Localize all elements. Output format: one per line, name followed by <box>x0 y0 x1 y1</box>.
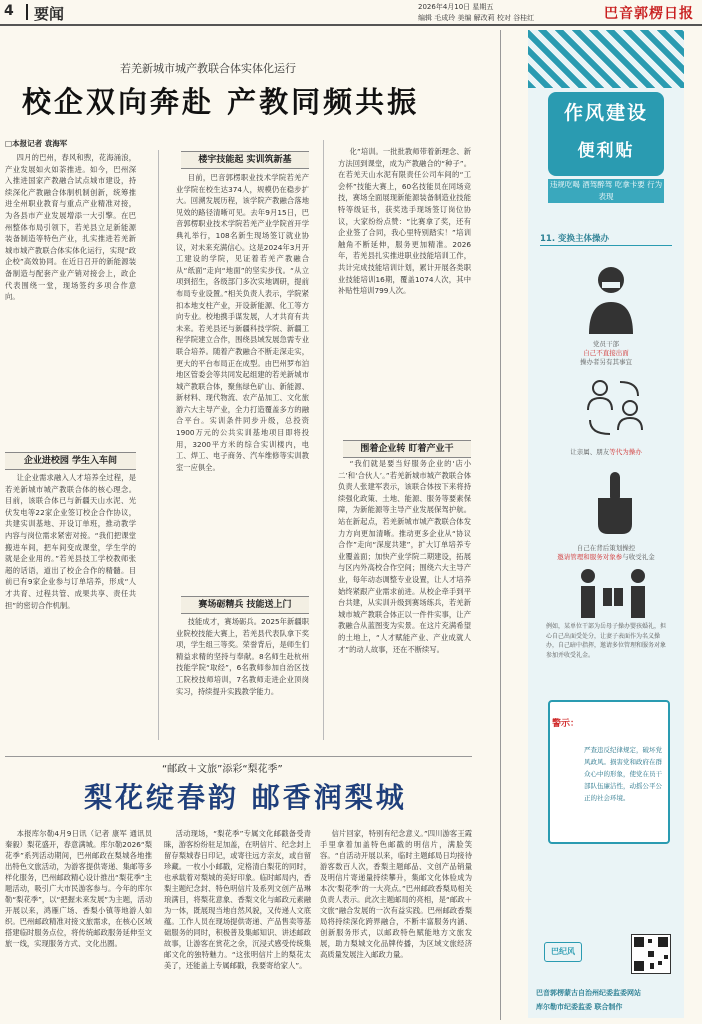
lead-column-2b: 技能成才，赛场砺兵。2025年新疆职业院校技能大赛上，若羌县代表队拿下奖项，学生组三等奖。荣誉背后，是师生们精益求精的坚持与奉献。8名师生赴杭州技能学院“取经”，6名教师参加自治区技工院校技师培训，7名教师走进企业顶岗实习，持续提升实践教学能力。 <box>176 617 309 696</box>
lead-byline: □本报记者 袁海军 <box>5 139 68 148</box>
story-divider <box>5 756 472 757</box>
sidebar-subtitle: 便利贴 <box>577 141 635 161</box>
qr-code-icon <box>631 934 671 974</box>
second-column-1: 本报库尔勒4月9日讯（记者 康军 通讯员 秦毅）梨花盛开，春意满城。库尔勒2026“梨花季”系列活动期间，巴州邮政在梨城各地推出特色文旅活动，为游客提供寄递、集邮等多样化服务，巴州邮政精心设计推出“梨花季”主题活动，吸引广大市民游客参与。今年的库尔勒“梨花季”，以“把握未来发展”为主题，活动开展以来，鸿雁广场、香梨小镇等地游人如织。巴州邮政精准对接文旅需求，在核心区域搭建临时服务点位，将传统邮政服务延伸至文旅一线，实现服务方式、文化出圈。 <box>5 829 152 948</box>
lead-kicker: 若羌新城市城产教联合体实体化运行 <box>120 62 296 75</box>
lead-column-3a: 化”培训。一批批教师带着新理念、新方法回到课堂，成为产教融合的“种子”。在若羌天山水泥有限责任公司车间的“工会杯”技能大赛上，60名技能员在同场竞技，赛场全面展现新能源装备制造业技能特等级证书，获奖选手现场签订岗位协议，大家纷纷点赞：“比赛拿了奖，还有企业签了合同，我心里特别踏实！”培训触角不断延伸，服务更加精准。2026年，若羌县扎实推进职业技能培训工作，共计完成技能培训计划，累计开展各类职业技能培训16期，覆盖1074人次，其中补贴性培训799人次。 <box>338 147 471 296</box>
official-person-icon <box>586 262 636 336</box>
sidebar-divider <box>500 30 501 1020</box>
lead-headline: 校企双向奔赴 产教同频共振 <box>22 85 420 119</box>
column-rule <box>323 140 324 740</box>
caption-1: 党员干部 自己不直接出面 操办者另有其事宜 <box>580 340 632 366</box>
second-column-3: 信片回家，特别有纪念意义。”四川游客王霞手里拿着加盖特色邮戳的明信片，满脸笑容。“自活动开展以来，临时主题邮局日均接待游客数百人次，香梨主题邮品、文创产品销量及明信片寄递量持续攀升，集邮文化体验成为本次‘梨花季’的一大亮点。”巴州邮政香梨局相关负责人表示。此次主题邮局的亮相，是“邮政＋文旅”融合发展的一次有益实践。巴州邮政香梨局将持续深化跨界融合，不断丰富服务内涵、创新服务形式，以邮政特色赋能地方文旅发展，助力梨城文化品牌传播，为区域文旅经济高质量发展注入邮政力量。 <box>320 829 472 959</box>
sidebar-stripe <box>528 30 684 88</box>
editors-line: 编辑 毛成玲 美编 解改莉 校对 谷桂红 <box>418 14 535 22</box>
section-name: 要闻 <box>34 5 65 23</box>
sidebar-item-title: 11. 变换主体操办 <box>540 234 610 244</box>
caption-2: 让亲属、朋友等代为操办 <box>570 448 642 456</box>
header-rule <box>0 24 702 26</box>
sidebar-item-rule <box>540 245 672 246</box>
column-rule <box>158 150 159 740</box>
second-column-2: 活动现场，“梨花季”专属文化邮戳备受青睐，游客纷纷驻足加盖，在明信片、纪念封上留存梨城春日印记，或寄往远方亲友，或自留珍藏。一枚小小邮戳，定格清白梨花的同时，也承载着对梨城的美好印象。临时邮局内，香梨主题纪念封、特色明信片及系列文创产品琳琅满目，将梨花意象、香梨文化与邮政元素融为一体，既展现当地自然风貌，又传递人文底蕴。工作人员在现场提供寄递、产品售卖等基础服务的同时，积极普及集邮知识、讲述邮政故事，让游客在赏花之余，沉浸式感受传统集邮文化的独特魅力。“这张明信片上的梨花太美了，还能盖上专属邮戳，我要寄给家人”。 <box>164 829 311 970</box>
lead-subhead-4: 围着企业转 盯着产业干 <box>343 440 471 458</box>
second-kicker: “邮政＋文旅”添彩“梨花季” <box>162 764 283 775</box>
header-divider <box>26 4 28 20</box>
newspaper-masthead: 巴音郭楞日报 <box>604 6 694 22</box>
page-number: 4 <box>4 3 14 19</box>
relatives-cycle-icon <box>580 372 650 442</box>
warning-label: 警示： <box>552 719 580 729</box>
sidebar-title: 作风建设 <box>563 102 648 124</box>
warning-text: 严查违反纪律规定，破坏党风政风。损害党和政府在群众心中的形象，使党在员干部队伍廉洁性，动摇公平公正的社会环境。 <box>584 746 662 802</box>
lead-subhead-2: 楼宇技能起 实训筑新基 <box>181 151 309 169</box>
bajifeng-logo: 巴纪风 <box>544 942 582 962</box>
gift-giving-icon <box>578 566 648 620</box>
lead-column-1a: 四月的巴州，春风和煦，花海涌浪，产业发展如火如荼推进。如今，巴州深入推进国家产教融合试点城市建设，持续深化产教融合体制机制创新，统筹推进全州职业教育与重点产业精准对接，为各县市产业发展增添一大引擎。在巴州整体布局引领下，若羌县立足新能源装备制造等特色产业，扎实推进若羌新城市城产教联合体实体化运行，实现“政企校”高效协同。在近日召开的新能源装备制造与配套产业产销对接会上，政企代表围绕一堂，现场签约多项合作意向。 <box>5 153 136 302</box>
sidebar-footer-1: 巴音郭楞蒙古自治州纪委监委网站 <box>536 989 641 997</box>
lead-column-1b: 让企业需求融入人才培养全过程，是若羌新城市城产教联合体的核心理念。目前，该联合体已与新疆天山水泥、光伏发电等22家企业签订校企合作协议，共建实训基地、开设订单班，推动教学内容与岗位需求紧密对接。“我们把课堂搬进车间，把车间变成课堂，学生学的就是企业用的。”若羌县技工学校教师张超的话语，道出了校企合作的精髓。目前已有9家企业参与订单培养，形成“人才共育、过程共管、成果共享、责任共担”的密切合作机制。 <box>5 473 136 610</box>
example-text: 例如，某单位干部为岳母子操办婴孩婚礼，担心自己出面受处分，让妻子表面作为名义操办，自己暗中指挥，邀请多位管理和服务对象参加并收受礼金。 <box>546 623 667 659</box>
lead-column-2a: 目前，巴音郭楞职业技术学院若羌产业学院在校生达374人，规模仍在稳步扩大。回溯发展历程，该学院产教融合落地见效的路径清晰可见。去年9月15日，巴音郭楞职业技术学院若羌产业学院首开学典礼举行，108名新生现场签订就业协议，对未来充满信心。这是2024年3月开工建设的学院，见证着若羌产教融合从“纸面”走向“地面”的坚实步伐。“从立项到招生，各级部门多次实地调研，提前布局专业设置。”相关负责人表示，学院紧扣本地支柱产业，开设新能源、化工等方向专业。校地携手谋发展，人才共育有共未来。若羌县还与新疆科技学院、新疆工程学院建立合作，围绕县域发展急需专业联合培养。随着产教融合不断走深走实，更大的平台布局正在成型。由巴州罗布泊地区管委会等共同发起组建的若羌新城市城产教联合体，聚焦绿色矿山、新能源、新材料、现代物流、农产品加工、文化旅游六大主导产业，全力打造覆盖多方的融合平台。实训条件同步升级，总投资1900万元的公共实训基地项目即将投用，3200平方米的综合实训楼内，电工、焊工、电子商务、汽车维修等实训教室一应俱全。 <box>176 173 309 472</box>
caption-3: 自己在背后策划操控 邀请管理和服务对象参与收受礼金 <box>557 544 655 561</box>
lead-subhead-3: 赛场砺精兵 技能送上门 <box>181 596 309 614</box>
issue-date: 2026年4月10日 星期五 <box>418 3 494 11</box>
second-headline: 梨花绽春韵 邮香润梨城 <box>84 781 407 814</box>
pointing-hand-icon <box>584 468 644 540</box>
sidebar-ribbon: 违规吃喝 酒驾醉驾 吃拿卡要 行为表现 <box>549 180 663 201</box>
lead-subhead-1: 企业进校园 学生入车间 <box>5 452 136 470</box>
sidebar-footer-2: 库尔勒市纪委监委 联合制作 <box>536 1003 623 1011</box>
lead-column-3b: “我们就是要当好服务企业的‘店小二’和‘合伙人’。”若羌新城市城产教联合体负责人张建军表示，该联合体按下来将持续强化政策、土地、能源、服务等要素保障，为新能源等主导产业发展保驾护航。站在新起点，若羌新城市城产教联合体发力方向更加清晰。推动更多企业从“协议合作”走向“深度共建”，扩大订单培养专业覆盖面；加快产业学院二期建设，拓展与区内外高校合作空间；围绕六大主导产业，每年动态调整专业设置，让人才培养始终紧跟产业需求前进。从校企牵手到平台共建，从实训升级到赛场练兵，若羌新城市城产教联合体正以一件件实事，让产教融合从蓝图变为实景。在这片充满希望的土地上，“人才赋能产业、产业成就人才”的动人故事，还在不断续写。 <box>338 459 471 654</box>
